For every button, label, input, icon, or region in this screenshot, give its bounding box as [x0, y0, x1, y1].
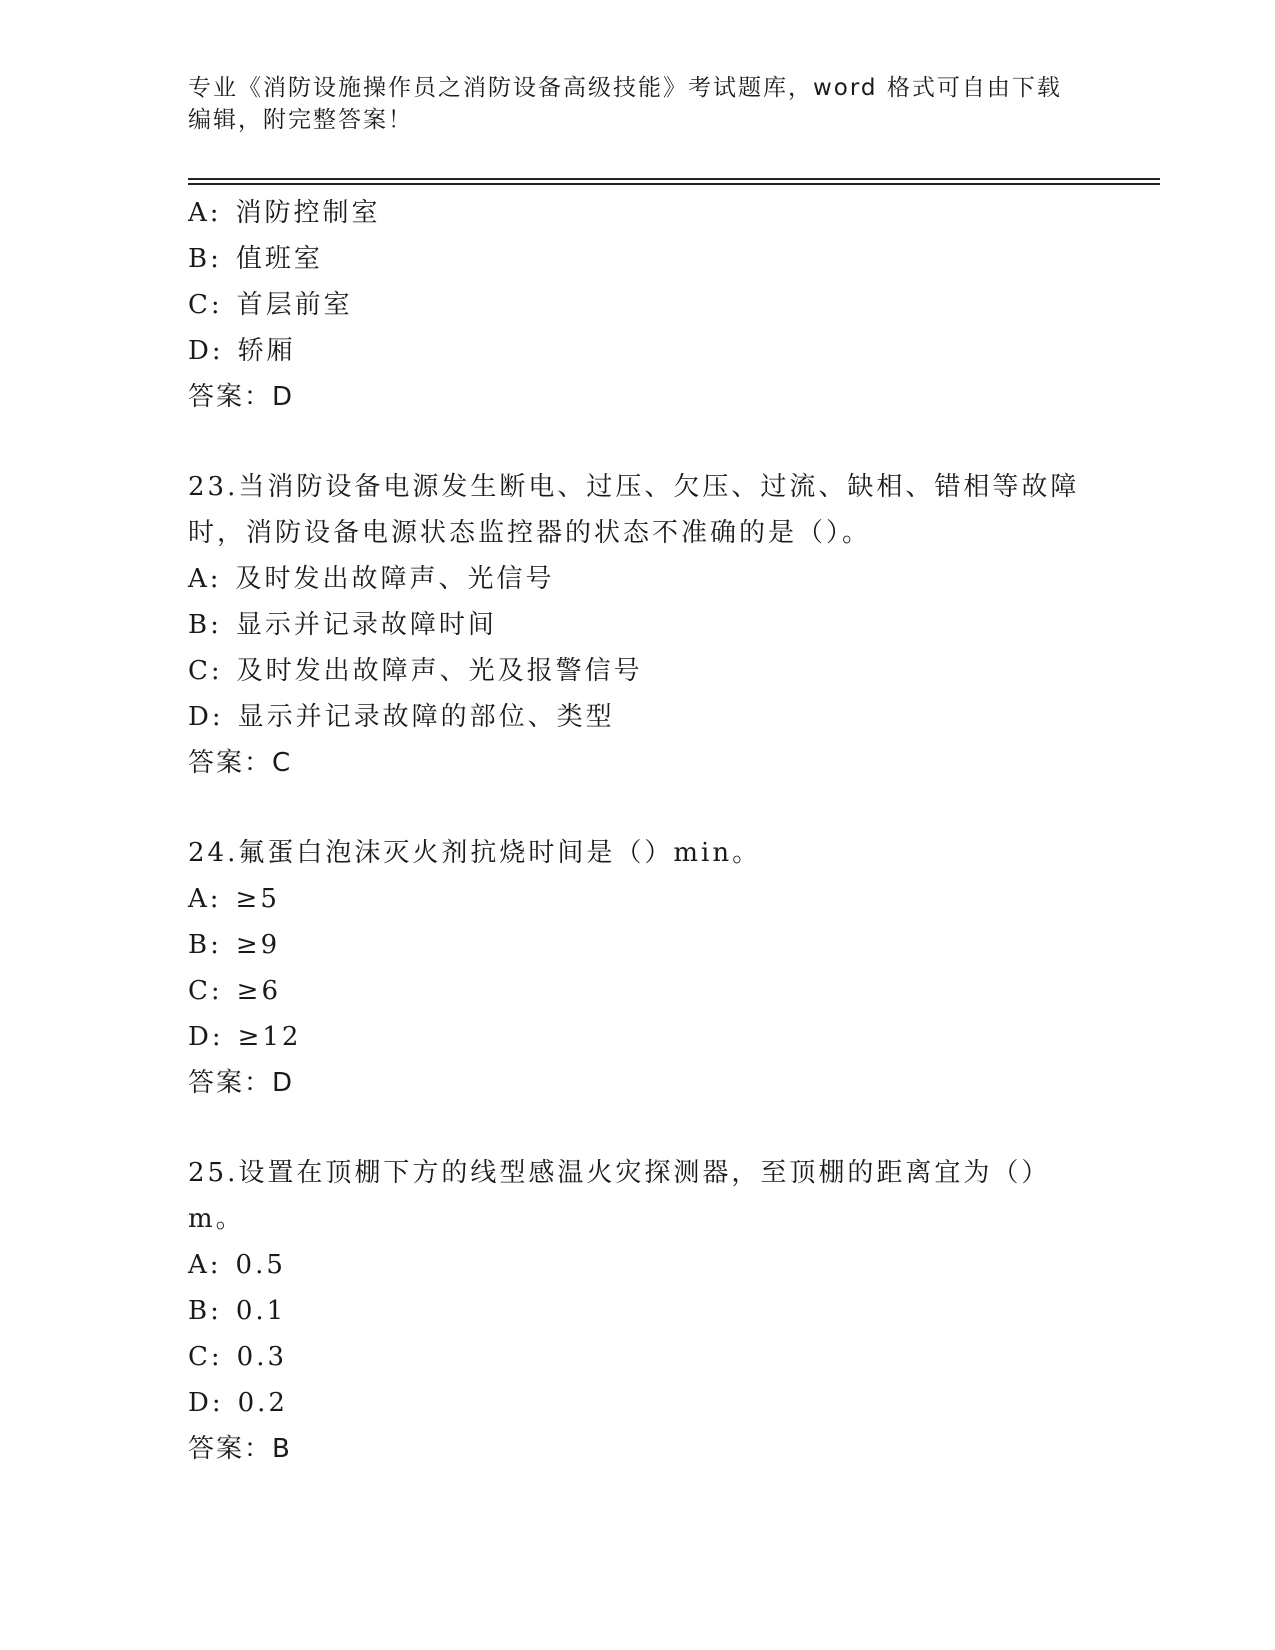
option-label: C: [188, 656, 223, 686]
option-d [188, 1014, 1088, 1060]
document-header [188, 72, 1068, 136]
spacer [188, 1106, 1088, 1150]
option-label: B: [188, 1296, 222, 1326]
option-label: B: [188, 244, 222, 274]
answer-line: 答案：B [188, 1434, 292, 1464]
option-text: 显示并记录故障的部位、类型 [237, 702, 615, 732]
spacer [188, 786, 1088, 830]
option-text: ≥6 [236, 976, 281, 1006]
option-text: 0.1 [235, 1296, 287, 1326]
option-a [188, 876, 1088, 922]
option-label: A: [188, 198, 222, 228]
header-rule-top [188, 178, 1160, 180]
option-text: ≥9 [235, 930, 281, 960]
question-list [188, 190, 1088, 1472]
option-c [188, 648, 1088, 694]
header-rule-bottom [188, 183, 1160, 185]
option-label: B: [188, 930, 222, 960]
option-text: 及时发出故障声、光及报警信号 [236, 656, 643, 686]
option-a [188, 190, 1088, 236]
option-text: 显示并记录故障时间 [235, 610, 497, 640]
option-a [188, 556, 1088, 602]
option-c [188, 282, 1088, 328]
option-text: 0.2 [237, 1388, 288, 1418]
option-b [188, 1288, 1088, 1334]
option-text: 0.3 [236, 1342, 288, 1372]
option-label: D: [188, 1022, 224, 1052]
option-text: ≥12 [237, 1022, 302, 1052]
option-text: 及时发出故障声、光信号 [235, 564, 555, 594]
option-label: D: [188, 1388, 224, 1418]
option-a [188, 1242, 1088, 1288]
option-label: A: [188, 564, 222, 594]
option-b [188, 922, 1088, 968]
option-label: A: [188, 884, 222, 914]
question-24-block [188, 830, 1088, 1106]
option-text: 消防控制室 [235, 198, 381, 228]
option-c [188, 1334, 1088, 1380]
answer-line: 答案：D [188, 382, 295, 412]
option-d [188, 1380, 1088, 1426]
answer-line: 答案：D [188, 1068, 295, 1098]
option-label: C: [188, 1342, 223, 1372]
answer-line: 答案：C [188, 748, 293, 778]
option-label: B: [188, 610, 222, 640]
option-b [188, 602, 1088, 648]
option-text: ≥5 [235, 884, 280, 914]
question-text: 24.氟蛋白泡沫灭火剂抗烧时间是（）min。 [188, 838, 762, 868]
spacer [188, 420, 1088, 464]
option-d [188, 694, 1088, 740]
option-c [188, 968, 1088, 1014]
option-label: A: [188, 1250, 222, 1280]
header-text: 专业《消防设施操作员之消防设备高级技能》考试题库，word 格式可自由下载编辑，附完整答案！ [188, 75, 1062, 133]
option-text: 轿厢 [237, 336, 296, 366]
question-23-block [188, 464, 1088, 786]
option-text: 0.5 [235, 1250, 286, 1280]
option-text: 首层前室 [236, 290, 353, 320]
question-text: 23.当消防设备电源发生断电、过压、欠压、过流、缺相、错相等故障时，消防设备电源状态监控器的状态不准确的是（）。 [188, 472, 1080, 548]
question-text: 25.设置在顶棚下方的线型感温火灾探测器，至顶棚的距离宜为（）m。 [188, 1158, 1051, 1234]
option-label: C: [188, 976, 223, 1006]
option-label: D: [188, 336, 224, 366]
option-b [188, 236, 1088, 282]
option-text: 值班室 [235, 244, 323, 274]
option-label: D: [188, 702, 224, 732]
option-d [188, 328, 1088, 374]
option-label: C: [188, 290, 223, 320]
question-25-block [188, 1150, 1088, 1472]
question-22-block [188, 190, 1088, 420]
